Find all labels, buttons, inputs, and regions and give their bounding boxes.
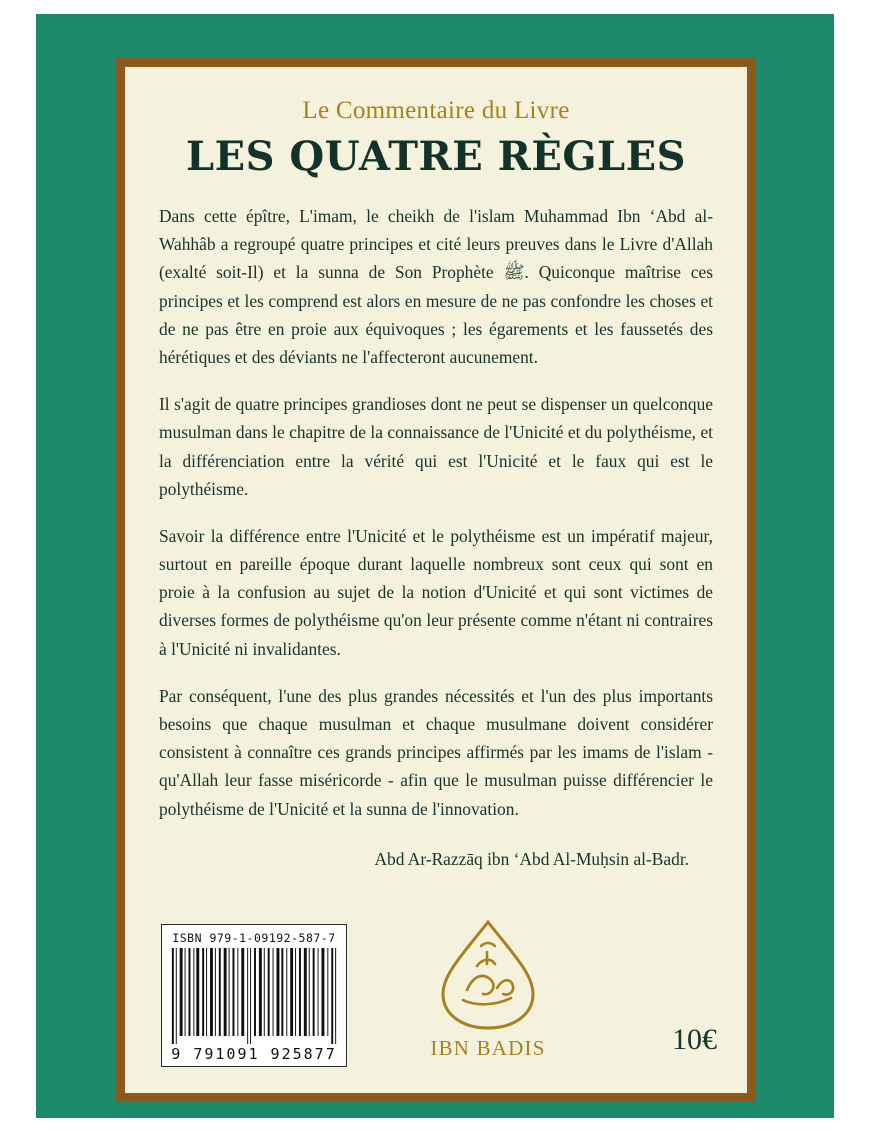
publisher-name: IBN BADIS xyxy=(430,1036,546,1060)
paragraph-2: Il s'agit de quatre principes grandioses dont ne peut se dispenser un quelconque musulman dans le chapitre de la connaissance de l'Unicité et du polythéisme, et la différenciation entre la vérité qui est l'Unicité et le faux qui est le polythéisme. xyxy=(159,394,713,499)
blurb-text xyxy=(159,202,713,823)
price-label: 10€ xyxy=(672,1023,717,1056)
barcode-digits: 9 791091 925877 xyxy=(171,1045,337,1063)
author-signature: Abd Ar-Razzāq ibn ‘Abd Al-Muḥsin al-Badr. xyxy=(374,848,689,869)
paragraph-3: Savoir la différence entre l'Unicité et le polythéisme est un impératif majeur, surtout en pareille époque durant laquelle nombreux sont ceux qui sont en proie à la confusion au sujet de la notion d'Unicité et qui sont victimes de diverses formes de polythéisme qu'on leur présente comme n'étant ni contraires à l'Unicité ni invalidantes. xyxy=(159,525,713,659)
paragraph-1: Dans cette épître, L'imam, le cheikh de l'islam Muhammad Ibn ‘Abd al-Wahhâb a regroupé quatre principes et cité leurs preuves dans le Livre d'Allah (exalté soit-Il) et la sunna de Son Prophète ﷺ. Quiconque maîtrise ces principes et les comprend est alors en mesure de ne pas confondre les choses et de ne pas être en proie aux équivoques ; les égarements et les faussetés des hérétiques et des déviants ne l'affecteront aucunement. xyxy=(159,206,713,367)
supra-title: Le Commentaire du Livre xyxy=(302,97,570,124)
cover-frame xyxy=(116,58,756,1102)
calligraphy-drop-icon xyxy=(433,916,543,1032)
publisher-block xyxy=(393,914,583,1061)
isbn-label: ISBN 979-1-09192-587-7 xyxy=(172,931,336,945)
publisher-logo xyxy=(393,914,583,1032)
page-title: LES QUATRE RÈGLES xyxy=(185,133,687,180)
paragraph-4: Par conséquent, l'une des plus grandes nécessités et l'un des plus importants besoins que chaque musulman et chaque musulmane doivent considérer consistent à connaître ces grands principes affirmés par les imams de l'islam - qu'Allah leur fasse miséricorde - afin que le musulman puisse différencier le polythéisme de l'Unicité et la sunna de l'innovation. xyxy=(159,685,713,819)
cover-inner-panel xyxy=(125,67,747,1093)
barcode-image xyxy=(166,948,342,1044)
cover-bottom-row xyxy=(125,895,747,1075)
cover-background xyxy=(36,14,834,1118)
isbn-barcode-block xyxy=(161,924,347,1067)
